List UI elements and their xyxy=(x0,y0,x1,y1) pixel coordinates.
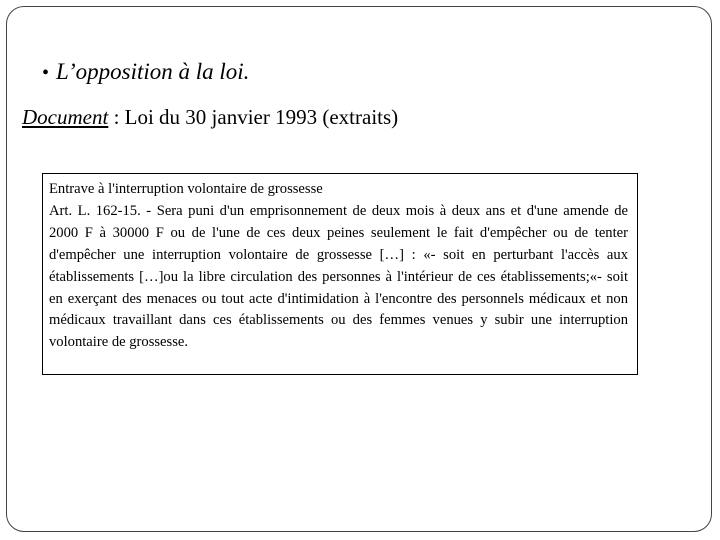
bullet-marker: • xyxy=(42,62,50,84)
document-title: : Loi du 30 janvier 1993 (extraits) xyxy=(108,105,399,129)
heading-text: L’opposition à la loi. xyxy=(56,59,250,84)
law-excerpt-box xyxy=(42,173,638,375)
excerpt-body: Art. L. 162-15. - Sera puni d'un emprisonnement de deux mois à deux ans et d'une amende de 2000 F à 30000 F ou de l'une de ces deux peines seulement le fait d'empêcher ou de tenter d'empêcher une interruption volontaire de grossesse […] : «- soit en perturbant l'accès aux établissements […]ou la libre circulation des personnes à l'intérieur de ces établissements;«- soit en exerçant des menaces ou tout acte d'intimidation à l'encontre des personnels médicaux et non médicaux travaillant dans ces établissements ou des femmes venues y subir une interruption volontaire de grossesse. xyxy=(49,202,628,351)
document-caption xyxy=(22,103,398,131)
document-label: Document xyxy=(22,105,109,129)
excerpt-title: Entrave à l'interruption volontaire de grossesse xyxy=(49,181,323,197)
slide-heading xyxy=(42,57,249,88)
